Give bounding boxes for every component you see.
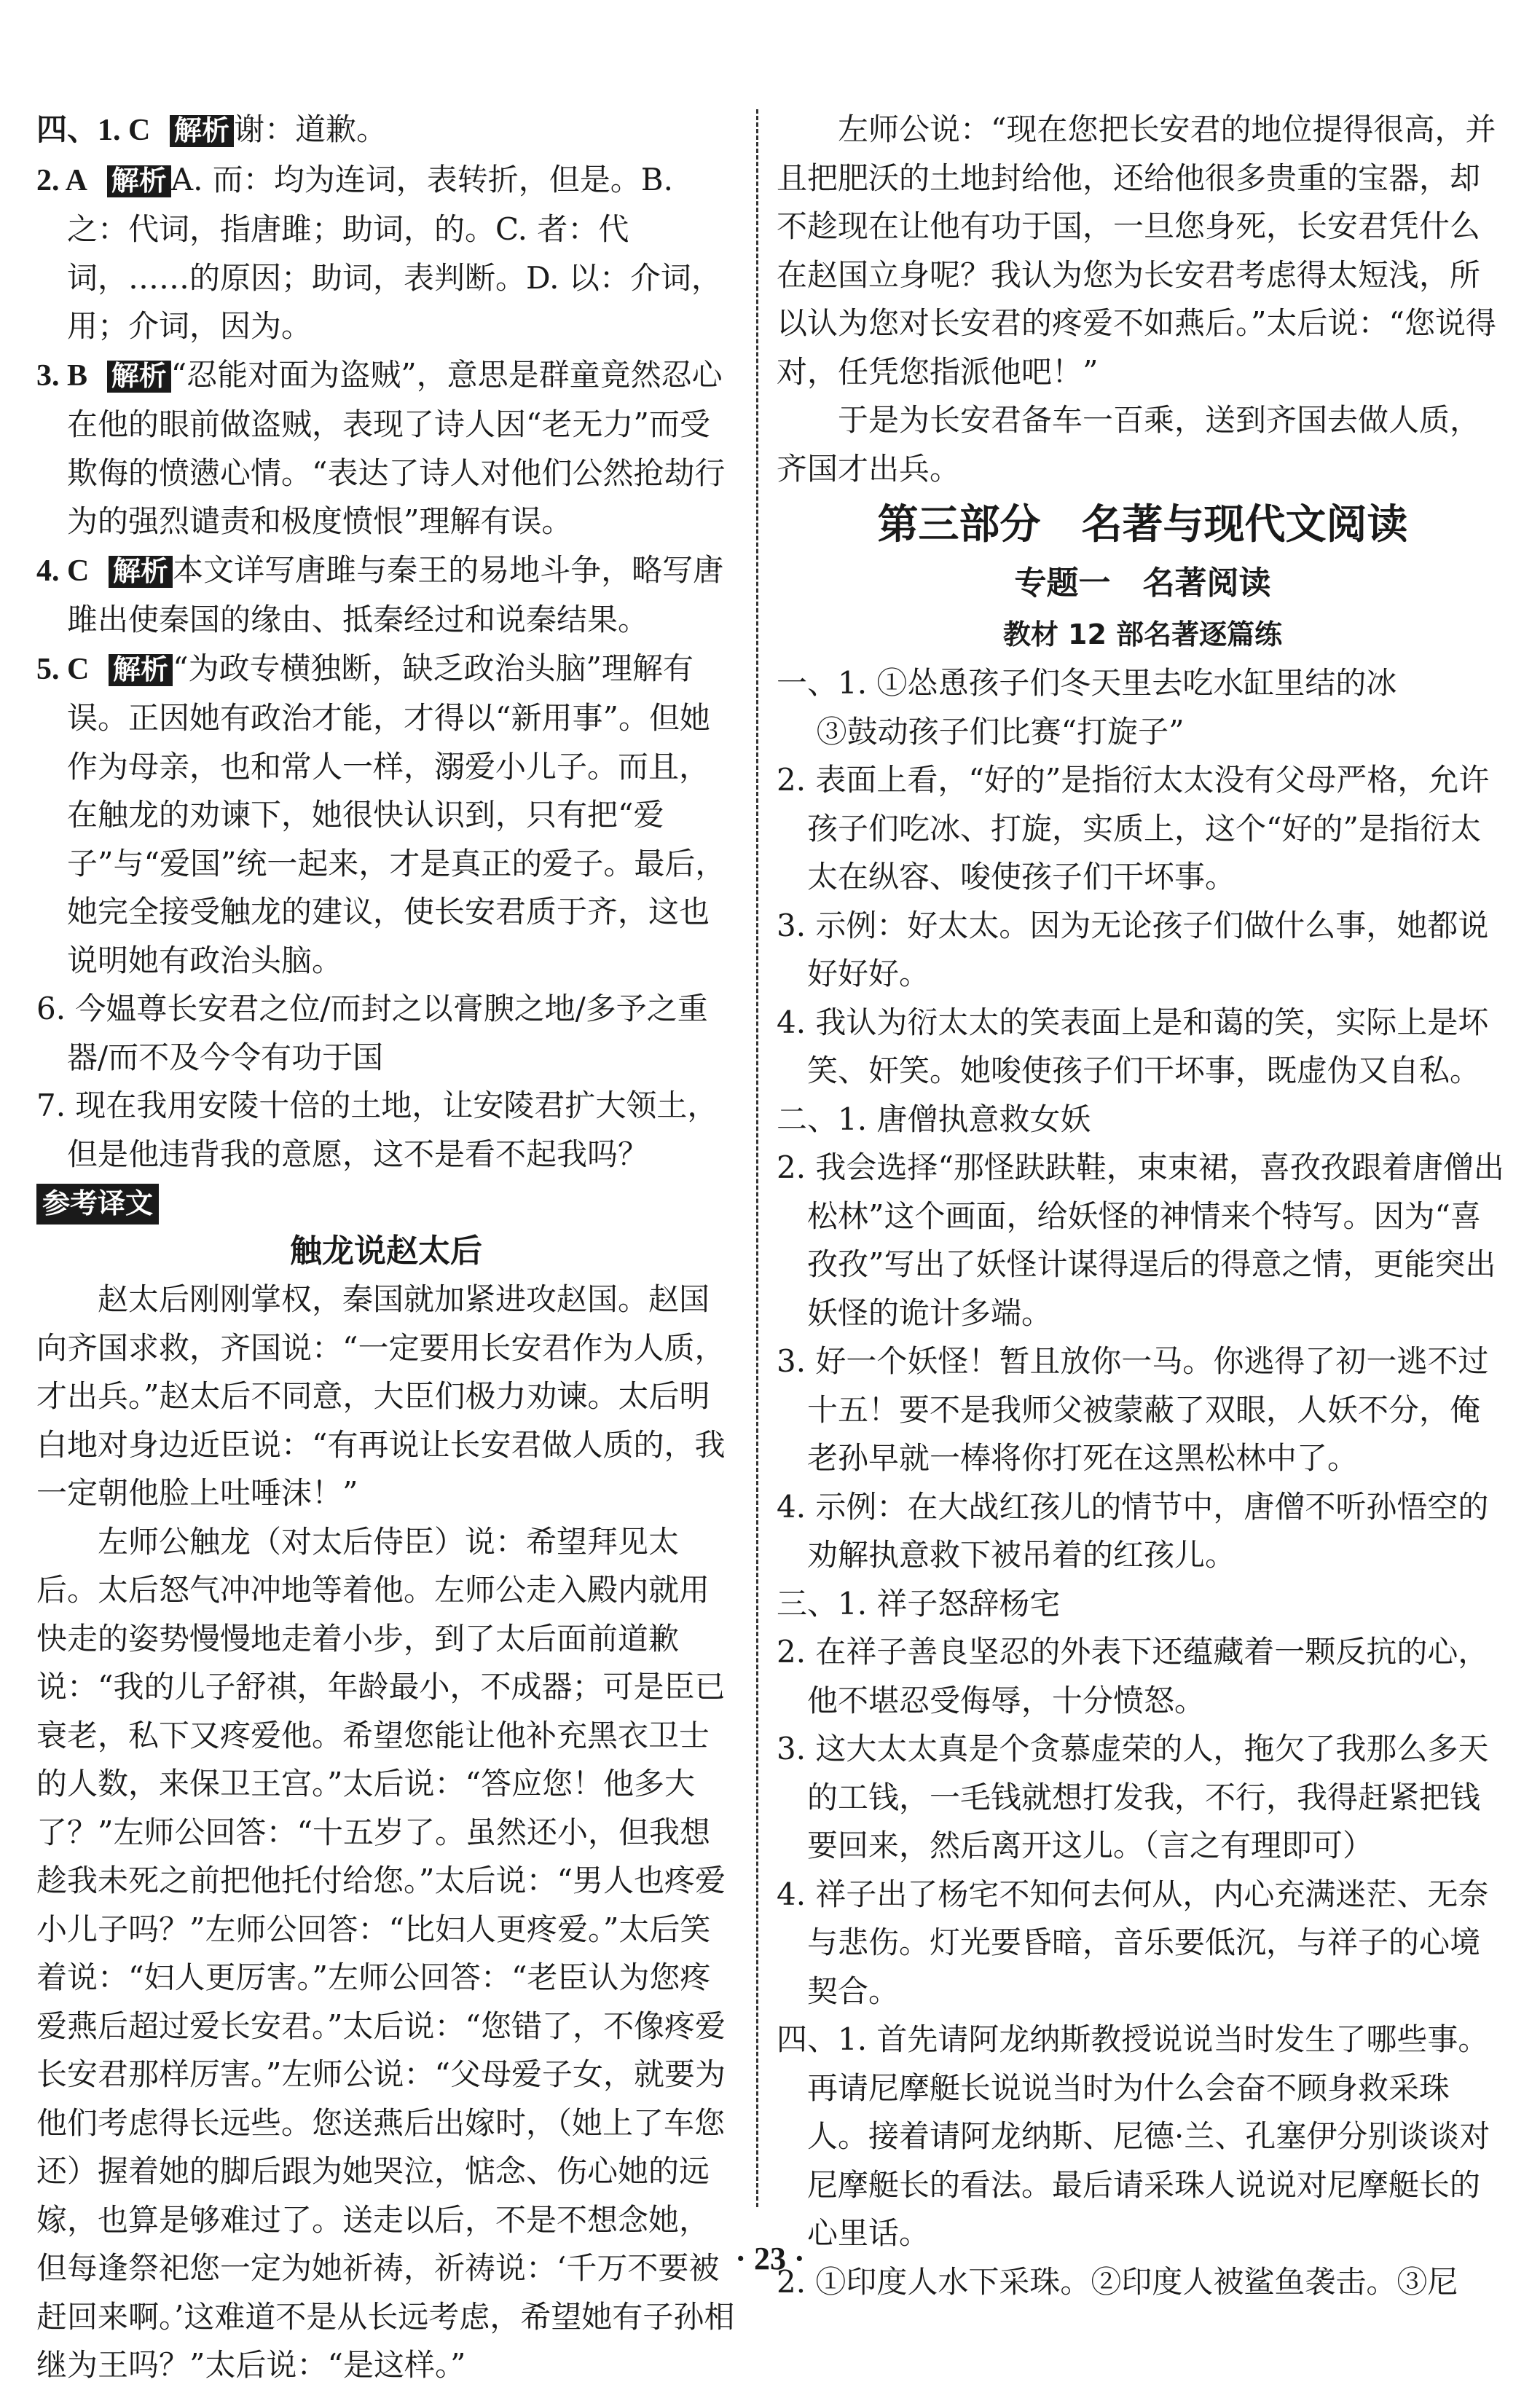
answer-2-4: 4. 示例：在大战红孩儿的情节中，唐僧不听孙悟空的劝解执意救下被吊着的红孩儿。 <box>777 1488 1489 1573</box>
answer-3-4: 4. 祥子出了杨宅不知何去何从，内心充满迷茫、无奈与悲伤。灯光要昏暗，音乐要低沉，与祥子的心境契合。 <box>777 1876 1489 2009</box>
right-column <box>777 106 1509 2306</box>
answer-2-2: 2. 我会选择“那怪趺趺鞋，束束裙，喜孜孜跟着唐僧出松林”这个画面，给妖怪的神情来个特写。因为“喜孜孜”写出了妖怪计谋得逞后的得意之情，更能突出妖怪的诡计多端。 <box>777 1149 1504 1331</box>
story-paragraph-3: 左师公说：“现在您把长安君的地位提得很高，并且把肥沃的土地封给他，还给他很多贵重的宝器，却不趁现在让他有功于国，一旦您身死，长安君凭什么在赵国立身呢？我认为您为长安君考虑得太短浅，所以认为您对长安君的疼爱不如燕后。”太后说：“您说得对，任凭您指派他吧！” <box>777 111 1496 390</box>
answer-4-1-right: 四、1. 首先请阿龙纳斯教授说说当时发生了哪些事。再请尼摩艇长说说当时为什么会奋不顾身救采珠人。接着请阿龙纳斯、尼德·兰、孔塞伊分别谈谈对尼摩艇长的看法。最后请采珠人说说对尼摩艇长的心里话。 <box>777 2021 1490 2251</box>
answer-4-2: 2. A 解析 A. 而：均为连词，表转折，但是。B. 之：代词，指唐雎；助词，的。C. 者：代词，……的原因；助词，表判断。D. 以：介词，用；介词，因为。 <box>36 161 722 344</box>
topic-title: 专题一 名著阅读 <box>1014 565 1271 602</box>
answer-2-1: 二、1. 唐僧执意救女妖 <box>777 1101 1091 1137</box>
analysis-tag: 解析 <box>107 165 171 197</box>
answer-1-1b: ③鼓动孩子们比赛“打旋子” <box>816 713 1185 750</box>
sub-title: 教材 12 部名著逐篇练 <box>1002 618 1283 650</box>
answer-3-1: 三、1. 祥子怒辞杨宅 <box>777 1585 1061 1621</box>
answer-1-2: 2. 表面上看，“好的”是指衍太太没有父母严格，允许孩子们吃冰、打旋，实质上，这个“好的”是指衍太太在纵容、唆使孩子们干坏事。 <box>777 762 1490 895</box>
part-title: 第三部分 名著与现代文阅读 <box>877 501 1408 549</box>
story-paragraph-1: 赵太后刚刚掌权，秦国就加紧进攻赵国。赵国向齐国求救，齐国说：“一定要用长安君作为人质，才出兵。”赵太后不同意，大臣们极力劝谏。太后明白地对身边近臣说：“有再说让长安君做人质的，我一定朝他脸上吐唾沫！” <box>36 1281 726 1511</box>
analysis-tag: 解析 <box>170 115 234 147</box>
story-paragraph-2: 左师公触龙（对太后侍臣）说：希望拜见太后。太后怒气冲冲地等着他。左师公走入殿内就用快走的姿势慢慢地走着小步，到了太后面前道歉说：“我的儿子舒祺，年龄最小，不成器；可是臣已衰老，私下又疼爱他。希望您能让他补充黑衣卫士的人数，来保卫王宫。”太后说：“答应您！他多大了？”左师公回答：“十五岁了。虽然还小，但我想趁我未死之前把他托付给您。”太后说：“男人也疼爱小儿子吗？”左师公回答：“比妇人更疼爱。”太后笑着说：“妇人更厉害。”左师公回答：“老臣认为您疼爱燕后超过爱长安君。”太后说：“您错了，不像疼爱长安君那样厉害。”左师公说：“父母爱子女，就要为他们考虑得长远些。您送燕后出嫁时，（她上了车您还）握着她的脚后跟为她哭泣，惦念、伤心她的远嫁，也算是够难过了。送走以后，不是不想念她，但每逢祭祀您一定为她祈祷，祈祷说：‘千万不要被赶回来啊。’这难道不是从长远考虑，希望她有子孙相继为王吗？”太后说：“是这样。” <box>36 1523 735 2383</box>
reference-translation-label: 参考译文 <box>36 1184 159 1225</box>
left-column <box>36 106 736 2390</box>
answer-4-3: 3. B 解析 “忍能对面为盗贼”，意思是群童竟然忍心在他的眼前做盗贼，表现了诗人因“老无力”而受欺侮的愤懑心情。“表达了诗人对他们公然抢劫行为的强烈谴责和极度愤恨”理解有误。 <box>36 356 726 539</box>
analysis-tag: 解析 <box>107 361 171 393</box>
answer-1-1a: 一、1. ①怂恿孩子们冬天里去吃水缸里结的冰 <box>777 665 1397 701</box>
reference-translation-label-row <box>36 1179 736 1227</box>
analysis-tag: 解析 <box>109 556 173 588</box>
page-number: · 23 · <box>735 2241 805 2276</box>
column-divider <box>756 109 758 2207</box>
answer-4-4: 4. C 解析 本文详写唐雎与秦王的易地斗争，略写唐雎出使秦国的缘由、抵秦经过和说秦结果。 <box>36 551 724 637</box>
answer-3-3: 3. 这大太太真是个贪慕虚荣的人，拖欠了我那么多天的工钱，一毛钱就想打发我，不行，我得赶紧把钱要回来，然后离开这儿。（言之有理即可） <box>777 1731 1489 1863</box>
answer-3-2: 2. 在祥子善良坚忍的外表下还蕴藏着一颗反抗的心，他不堪忍受侮辱，十分愤怒。 <box>777 1634 1489 1718</box>
answer-4-7: 7. 现在我用安陵十倍的土地，让安陵君扩大领土，但是他违背我的意愿，这不是看不起我吗？ <box>36 1088 718 1172</box>
answer-4-6: 6. 今媪尊长安君之位/而封之以膏腴之地/多予之重器/而不及今令有功于国 <box>36 991 708 1075</box>
story-title: 触龙说赵太后 <box>290 1232 482 1270</box>
story-paragraph-4: 于是为长安君备车一百乘，送到齐国去做人质，齐国才出兵。 <box>777 402 1481 487</box>
analysis-tag: 解析 <box>109 654 173 686</box>
answer-4-5: 5. C 解析 “为政专横独断，缺乏政治头脑”理解有误。正因她有政治才能，才得以“新用事”。但她作为母亲，也和常人一样，溺爱小儿子。而且，在触龙的劝谏下，她很快认识到，只有把“爱子”与“爱国”统一起来，才是真正的爱子。最后，她完全接受触龙的建议，使长安君质于齐，这也说明她有政治头脑。 <box>36 650 726 978</box>
answer-4-1: 四、1. C 解析 谢：道歉。 <box>36 111 388 147</box>
answer-2-3: 3. 好一个妖怪！暂且放你一马。你逃得了初一逃不过十五！要不是我师父被蒙蔽了双眼，人妖不分，俺老孙早就一棒将你打死在这黑松林中了。 <box>777 1343 1489 1476</box>
answer-1-4: 4. 我认为衍太太的笑表面上是和蔼的笑，实际上是坏笑、奸笑。她唆使孩子们干坏事，既虚伪又自私。 <box>777 1004 1489 1088</box>
answer-1-3: 3. 示例：好太太。因为无论孩子们做什么事，她都说好好好。 <box>777 907 1489 991</box>
answer-4-2-right: 2. ①印度人水下采珠。②印度人被鲨鱼袭击。③尼 <box>777 2263 1458 2300</box>
